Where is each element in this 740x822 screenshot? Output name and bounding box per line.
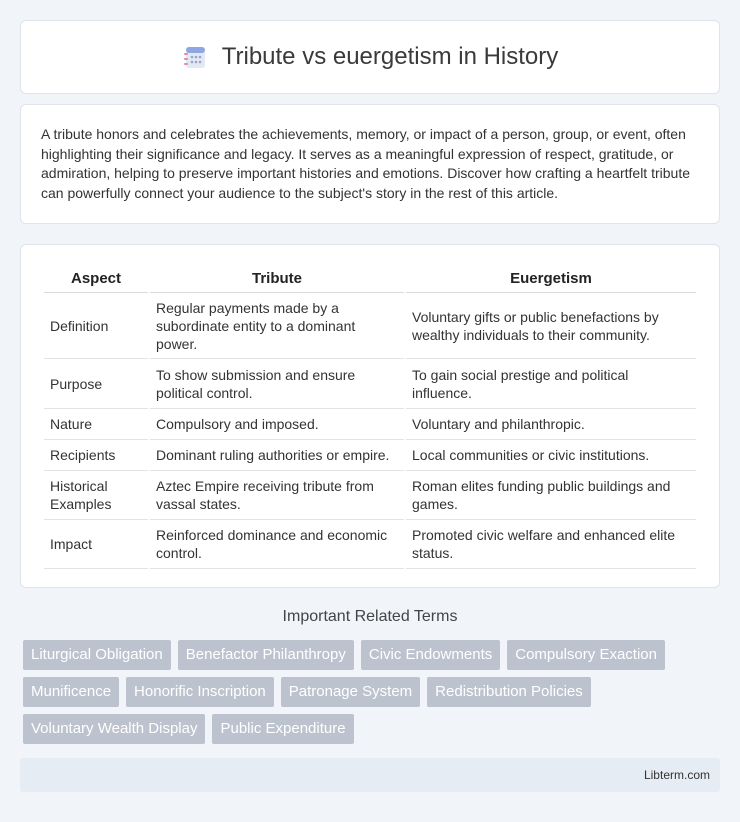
header-tribute: Tribute [150,265,404,293]
table-row [44,359,696,409]
table-cell-aspect: Purpose [44,359,148,409]
related-term-tag[interactable]: Civic Endowments [361,640,500,670]
related-terms-title: Important Related Terms [282,608,458,625]
related-term-tag[interactable]: Public Expenditure [212,714,353,744]
footer [20,758,720,792]
table-cell-aspect: Nature [44,409,148,440]
related-term-tag[interactable]: Compulsory Exaction [507,640,665,670]
table-row [44,520,696,569]
footer-site-link[interactable]: Libterm.com [643,768,710,782]
notebook-icon [182,44,208,70]
table-cell-aspect: Recipients [44,440,148,471]
table-cell-aspect: Historical Examples [44,471,148,520]
table-header-row [44,265,696,293]
table-cell-euergetism: Voluntary and philanthropic. [406,409,696,440]
header-aspect: Aspect [44,265,148,293]
table-cell-euergetism: Voluntary gifts or public benefactions by wealthy individuals to their community. [406,293,696,359]
intro-card [20,104,720,224]
related-term-tag[interactable]: Liturgical Obligation [23,640,171,670]
table-cell-euergetism: To gain social prestige and political influence. [406,359,696,409]
table-row [44,440,696,471]
related-term-tag[interactable]: Munificence [23,677,119,707]
table-cell-euergetism: Roman elites funding public buildings and games. [406,471,696,520]
table-cell-aspect: Definition [44,293,148,359]
comparison-table [42,265,698,569]
page-title: Tribute vs euergetism in History [221,43,559,70]
table-row [44,471,696,520]
related-term-tag[interactable]: Redistribution Policies [427,677,591,707]
table-row [44,409,696,440]
table-cell-tribute: To show submission and ensure political control. [150,359,404,409]
table-cell-tribute: Dominant ruling authorities or empire. [150,440,404,471]
header-card [20,20,720,94]
related-term-tag[interactable]: Honorific Inscription [126,677,274,707]
table-cell-euergetism: Local communities or civic institutions. [406,440,696,471]
table-cell-tribute: Compulsory and imposed. [150,409,404,440]
table-cell-tribute: Regular payments made by a subordinate entity to a dominant power. [150,293,404,359]
comparison-table-card [20,244,720,588]
related-term-tag[interactable]: Benefactor Philanthropy [178,640,354,670]
header-euergetism: Euergetism [406,265,696,293]
related-terms-list [23,640,723,744]
related-term-tag[interactable]: Patronage System [281,677,420,707]
intro-text: A tribute honors and celebrates the achievements, memory, or impact of a person, group, or event, often highlighting their significance and legacy. It serves as a meaningful expression of respect, gratitude, or admiration, helping to preserve important histories and emotions. Discover how crafting a heartfelt tribute can powerfully connect your audience to the subject's story in the rest of this article. [41,126,690,201]
table-row [44,293,696,359]
table-cell-euergetism: Promoted civic welfare and enhanced elite status. [406,520,696,569]
table-cell-tribute: Aztec Empire receiving tribute from vassal states. [150,471,404,520]
table-cell-aspect: Impact [44,520,148,569]
related-term-tag[interactable]: Voluntary Wealth Display [23,714,205,744]
table-cell-tribute: Reinforced dominance and economic control. [150,520,404,569]
